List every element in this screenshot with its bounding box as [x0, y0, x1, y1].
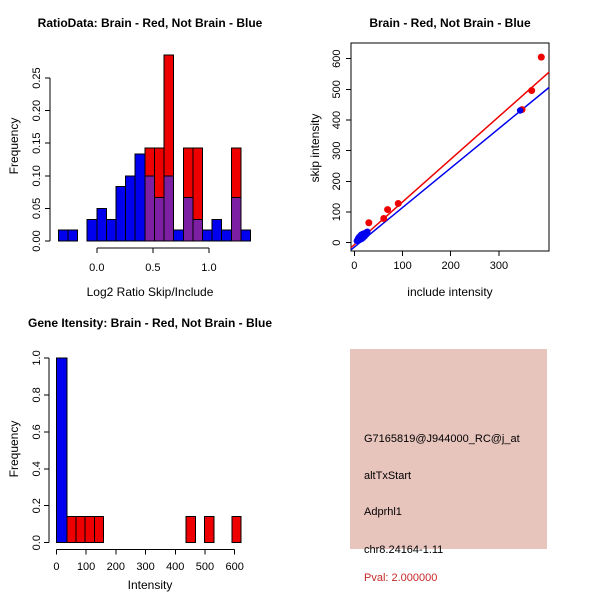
ratio-histogram-title: RatioData: Brain - Red, Not Brain - Blue	[37, 16, 263, 30]
hist-bar-blue	[87, 219, 97, 241]
gene-info-box	[350, 349, 547, 584]
hist-bar-red	[205, 516, 214, 542]
hist-bar-overlap	[231, 198, 241, 241]
x-tick-label: 100	[76, 561, 96, 573]
hist-bar-blue	[241, 230, 251, 241]
gene-intensity-histogram-xlabel: Intensity	[127, 578, 173, 592]
hist-bar-overlap	[154, 198, 164, 241]
y-tick-label: 0.0	[31, 535, 43, 551]
x-tick-label: 0.5	[145, 262, 161, 274]
x-tick-label: 600	[225, 561, 244, 573]
y-tick-label: 400	[331, 110, 343, 130]
hist-bar-blue	[212, 219, 222, 241]
x-tick-label: 0.0	[89, 262, 105, 274]
scatter-point-blue	[364, 228, 370, 234]
gene-info-panel	[300, 300, 600, 600]
ratio-histogram-xlabel: Log2 Ratio Skip/Include	[86, 285, 214, 299]
y-tick-label: 200	[331, 172, 343, 191]
hist-bar-overlap	[164, 176, 174, 241]
hist-bar-blue	[202, 230, 212, 241]
hist-bar-blue	[116, 187, 126, 241]
y-tick-label: 500	[331, 80, 343, 99]
intensity-scatter-xlabel: include intensity	[407, 285, 493, 299]
hist-bar-red	[76, 516, 85, 542]
scatter-point-red	[538, 54, 545, 61]
y-tick-label: 0.25	[31, 67, 43, 89]
gene-intensity-histogram-ylabel: Frequency	[7, 420, 21, 478]
hist-bar-red	[67, 516, 76, 542]
hist-bar-blue	[174, 230, 184, 241]
x-tick-label: 0	[53, 561, 60, 573]
scatter-point-blue	[517, 107, 523, 113]
hist-bar-red	[186, 516, 195, 542]
hist-bar-blue	[97, 208, 107, 241]
x-tick-label: 0	[351, 260, 358, 272]
y-tick-label: 0.05	[31, 197, 43, 220]
y-tick-label: 0	[331, 239, 343, 246]
y-tick-label: 300	[331, 141, 343, 160]
gene-intensity-histogram-chart	[0, 300, 300, 600]
hist-bar-blue	[58, 230, 68, 241]
y-tick-label: 0.2	[31, 498, 43, 514]
hist-bar-blue	[222, 230, 232, 241]
y-tick-label: 600	[331, 49, 343, 68]
x-tick-label: 1.0	[201, 262, 217, 274]
intensity-scatter-chart	[300, 0, 600, 300]
hist-bar-blue	[135, 154, 145, 241]
gene-symbol-text: Adprhl1	[364, 506, 402, 518]
y-tick-label: 0.00	[31, 230, 43, 252]
hist-bar-red	[232, 516, 241, 542]
intensity-scatter-title: Brain - Red, Not Brain - Blue	[369, 16, 531, 30]
gene-intensity-histogram-title: Gene Itensity: Brain - Red, Not Brain - Blue	[27, 316, 273, 330]
intensity-scatter-panel	[300, 0, 600, 300]
hist-bar-overlap	[145, 176, 155, 241]
y-tick-label: 0.4	[31, 461, 43, 477]
hist-bar-blue	[126, 176, 136, 241]
probe-id-text: G7165819@J944000_RC@j_at	[364, 433, 520, 445]
intensity-scatter-ylabel: skip intensity	[308, 113, 322, 183]
y-tick-label: 0.20	[31, 99, 43, 122]
x-tick-label: 300	[489, 260, 509, 272]
x-tick-label: 400	[166, 561, 185, 573]
ratio-histogram-ylabel: Frequency	[7, 117, 21, 175]
fit-line-red	[351, 72, 549, 247]
hist-bar-red	[94, 516, 103, 542]
hist-bar-blue	[106, 219, 116, 241]
y-tick-label: 1.0	[31, 350, 43, 366]
scatter-point-red	[384, 206, 391, 213]
x-tick-label: 100	[393, 260, 412, 272]
pval-text: Pval: 2.000000	[364, 572, 438, 584]
x-tick-label: 300	[136, 561, 155, 573]
scatter-point-red	[380, 215, 387, 222]
y-tick-label: 0.10	[31, 165, 43, 187]
y-tick-label: 100	[331, 202, 343, 222]
ratio-histogram-panel	[0, 0, 300, 300]
scatter-point-red	[365, 219, 372, 226]
hist-bar-red	[85, 516, 94, 542]
ratio-histogram-chart	[0, 0, 300, 300]
hist-bar-blue	[68, 230, 78, 241]
event-type-text: altTxStart	[364, 470, 412, 482]
x-tick-label: 200	[106, 561, 126, 573]
locus-text: chr8.24164-1.11	[364, 544, 444, 556]
y-tick-label: 0.6	[31, 424, 43, 440]
x-tick-label: 200	[441, 260, 460, 272]
hist-bar-overlap	[183, 198, 193, 241]
hist-bar-overlap	[193, 219, 203, 241]
scatter-point-red	[395, 200, 402, 207]
y-tick-label: 0.15	[31, 132, 43, 154]
x-tick-label: 500	[195, 561, 215, 573]
hist-bar-blue	[56, 358, 66, 543]
y-tick-label: 0.8	[31, 387, 43, 403]
gene-intensity-histogram-panel	[0, 300, 300, 600]
scatter-point-red	[528, 87, 535, 94]
